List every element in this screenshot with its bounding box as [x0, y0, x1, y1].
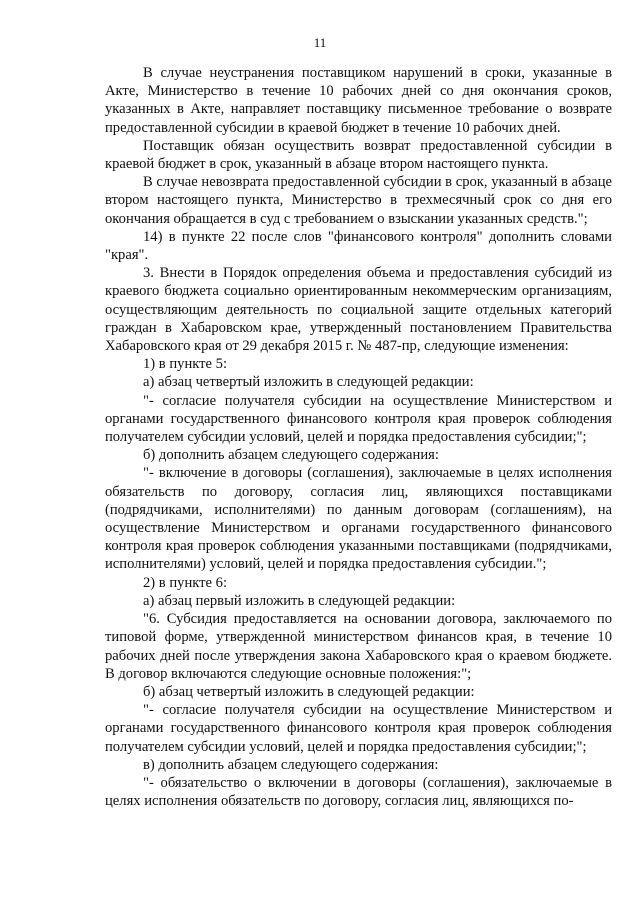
paragraph-clause-6: "6. Субсидия предоставляется на основании договора, заключаемого по типовой форме, утвержденной министерством финансов края, в течение 10 рабочих дней после утверждения закона Хабаровского края о краевом бюджете. В договор включаются следующие основные положения:";: [105, 611, 612, 682]
paragraph-subitem-v: в) дополнить абзацем следующего содержания:: [143, 756, 439, 773]
paragraph-item-2: 2) в пункте 6:: [143, 574, 228, 591]
page-number: 11: [313, 35, 327, 50]
paragraph-consent-clause: "- согласие получателя субсидии на осуществление Министерством и органами государственного финансового контроля края проверок соблюдения получателем субсидии условий, целей и порядка предоставления субсидии;";: [105, 392, 612, 446]
paragraph-subitem-b: б) дополнить абзацем следующего содержания:: [143, 447, 439, 464]
paragraph-subitem-a-2: а) абзац первый изложить в следующей редакции:: [143, 592, 456, 609]
paragraph-return-demand: В случае неустранения поставщиком нарушений в сроки, указанные в Акте, Министерство в течение 10 рабочих дней со дня окончания сроков, указанных в Акте, направляет поставщику письменное требование о возврате предоставленной субсидии в краевой бюджет в течение 10 рабочих дней.: [105, 65, 612, 136]
document-body: [105, 64, 612, 810]
paragraph-item-1: 1) в пункте 5:: [143, 356, 228, 373]
paragraph-section-3: 3. Внести в Порядок определения объема и предоставления субсидий из краевого бюджета социально ориентированным некоммерческим организациям, осуществляющим деятельность по социальной защите отдельных категорий граждан в Хабаровском крае, утвержденный постановлением Правительства Хабаровского края от 29 декабря 2015 г. № 487-пр, следующие изменения:: [105, 265, 612, 355]
paragraph-supplier-obligation: Поставщик обязан осуществить возврат предоставленной субсидии в краевой бюджет в срок, указанный в абзаце втором настоящего пункта.: [105, 137, 612, 173]
paragraph-subitem-b-2: б) абзац четвертый изложить в следующей редакции:: [143, 683, 475, 700]
paragraph-contracts-inclusion: "- включение в договоры (соглашения), заключаемые в целях исполнения обязательств по договору, согласия лиц, являющихся поставщиками (подрядчиками, исполнителями) по данным договорам (соглашениям), на осуществление Министерством и органами государственного финансового контроля края проверок соблюдения указанными поставщиками (подрядчиками, исполнителями) условий, целей и порядка предоставления субсидии.";: [105, 465, 612, 573]
paragraph-item-14: 14) в пункте 22 после слов "финансового контроля" дополнить словами "края".: [105, 228, 612, 264]
paragraph-consent-clause-2: "- согласие получателя субсидии на осуществление Министерством и органами государственного финансового контроля края проверок соблюдения получателем субсидии условий, целей и порядка предоставления субсидии;";: [105, 702, 612, 755]
paragraph-obligation-clause: "- обязательство о включении в договоры (соглашения), заключаемые в целях исполнения обязательств по договору, согласия лиц, являющихся по-: [105, 774, 612, 810]
paragraph-court-claim: В случае невозврата предоставленной субсидии в срок, указанный в абзаце втором настоящего пункта, Министерство в трехмесячный срок со дня его окончания обращается в суд с требованием о взыскании указанных средств.";: [105, 174, 612, 227]
paragraph-subitem-a: а) абзац четвертый изложить в следующей редакции:: [143, 374, 474, 391]
